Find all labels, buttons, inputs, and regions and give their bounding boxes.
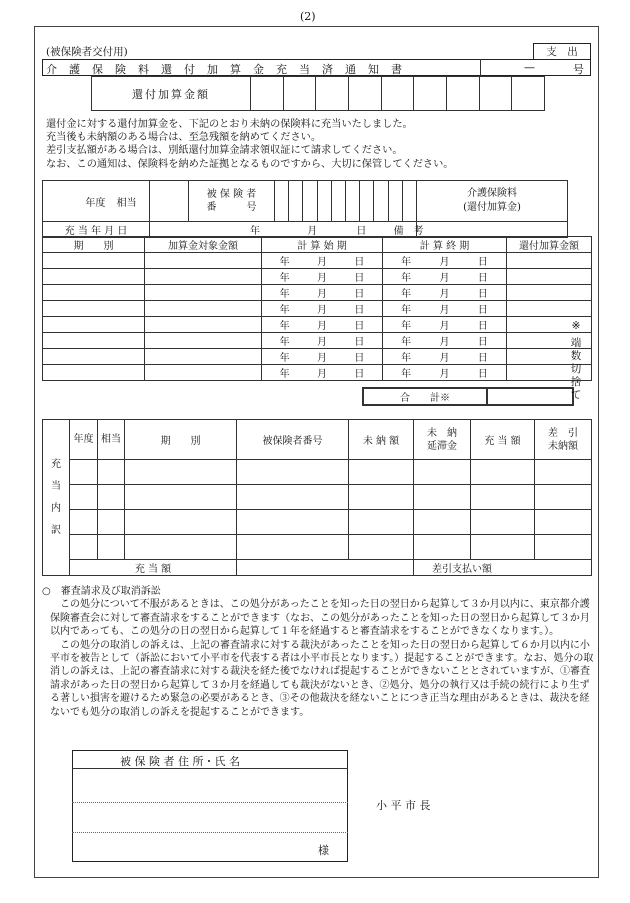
date-part: 月	[439, 305, 450, 316]
number-dash: —	[524, 61, 535, 74]
bd-cell	[414, 535, 471, 560]
detail-cell	[507, 253, 592, 269]
detail-cell	[145, 285, 262, 301]
bd-col-header: 差 引 未納額	[535, 420, 592, 460]
bd-cell	[125, 485, 237, 510]
date-part: 月	[316, 337, 327, 348]
breakdown-side-char: 内	[51, 502, 61, 514]
title-divider	[480, 59, 481, 76]
date-part: 年	[401, 353, 412, 364]
address-dotted-1	[72, 802, 348, 803]
copy-label: (被保険者交付用)	[46, 46, 128, 58]
detail-row	[43, 365, 592, 381]
insured-no-digit	[388, 181, 402, 222]
detail-row	[43, 285, 592, 301]
date-part: 月	[439, 273, 450, 284]
mayor-label: 小 平 市 長	[376, 799, 431, 812]
insured-no-digit	[360, 181, 374, 222]
date-part: 月	[316, 289, 327, 300]
date-part: 月	[439, 337, 450, 348]
date-part: 日	[354, 289, 365, 300]
date-part: 月	[316, 273, 327, 284]
bd-col-header: 充 当 額	[471, 420, 535, 460]
bd-cell	[237, 485, 349, 510]
date-part: 日	[477, 289, 488, 300]
date-part: 月	[439, 289, 450, 300]
bd-cell	[535, 510, 592, 535]
payment-label: 支 出	[546, 46, 578, 58]
insured-no-digit	[275, 181, 289, 222]
bd-cell	[414, 510, 471, 535]
bd-cell	[125, 460, 237, 485]
date-part: 日	[354, 273, 365, 284]
date-day: 日	[356, 226, 367, 237]
date-part: 日	[477, 321, 488, 332]
bd-cell	[471, 460, 535, 485]
bd-cell	[414, 460, 471, 485]
detail-cell	[145, 317, 262, 333]
bd-cell	[98, 510, 125, 535]
bd-col-header: 未 納 延滞金	[414, 420, 471, 460]
date-part: 年	[279, 353, 290, 364]
detail-cell	[145, 301, 262, 317]
total-label: 合 計※	[363, 388, 487, 405]
bd-cell	[535, 485, 592, 510]
detail-cell	[262, 301, 383, 317]
date-part: 年	[401, 337, 412, 348]
date-part: 日	[354, 305, 365, 316]
col-header: 計 算 始 期	[262, 237, 383, 253]
breakdown-table	[42, 419, 592, 576]
insured-no-digit	[345, 181, 359, 222]
bd-cell	[70, 535, 98, 560]
detail-cell	[262, 269, 383, 285]
detail-row	[43, 333, 592, 349]
address-dotted-2	[72, 832, 348, 833]
detail-row	[43, 269, 592, 285]
date-part: 月	[316, 305, 327, 316]
detail-row	[43, 301, 592, 317]
appeal-paragraph: この処分について不服があるときは、この処分があったことを知った日の翌日から起算して３か月以内に、東京都介護保険審査会に対して審査請求をすることができます（なお、この処分があったことを知った日の翌日から起算して３か月以内であっても、この処分の日の翌日から起算して１年を経過すると審査請求をすることができなくなります。）。	[50, 599, 590, 638]
date-part: 月	[316, 353, 327, 364]
insured-no-digit	[374, 181, 388, 222]
notice-title: 介 護 保 険 料 還 付 加 算 金 充 当 済 通 知 書	[46, 63, 403, 76]
detail-row	[43, 253, 592, 269]
total-value	[487, 388, 573, 405]
bd-footer-diff: 差引支払い額	[414, 560, 592, 576]
notice-line: なお、この通知は、保険料を納めた証拠となるものですから、大切に保管してください。	[46, 158, 454, 170]
bd-cell	[535, 535, 592, 560]
detail-cell	[507, 285, 592, 301]
address-title: 被 保 険 者 住 所・氏 名	[120, 755, 240, 768]
bd-cell	[98, 535, 125, 560]
detail-cell	[262, 317, 383, 333]
premium-label: 介護保険料	[467, 188, 517, 199]
appeal-title: ○ 審査請求及び取消訴訟	[42, 586, 161, 597]
amount-digit	[479, 77, 512, 111]
bd-cell	[70, 460, 98, 485]
nendo-label: 年度	[85, 197, 106, 209]
notice-line: 充当後も未納額のある場合は、至急残額を納めてください。	[46, 132, 322, 144]
bd-cell	[237, 510, 349, 535]
amount-digit	[414, 77, 447, 111]
insured-no-digit	[331, 181, 345, 222]
appeal-section	[42, 585, 597, 719]
side-note-char: て	[570, 389, 582, 401]
amount-digit	[251, 77, 284, 111]
detail-cell	[43, 349, 145, 365]
bd-cell	[70, 510, 98, 535]
side-note-char: 切	[570, 363, 582, 375]
detail-cell	[383, 365, 507, 381]
detail-cell	[43, 301, 145, 317]
bd-col-header: 期 別	[125, 420, 237, 460]
premium-label-2: (還付加算金)	[463, 202, 521, 213]
bd-col-header: 被保険者番号	[237, 420, 349, 460]
insured-no-digit	[402, 181, 416, 222]
detail-cell	[43, 253, 145, 269]
amount-digit	[512, 77, 545, 111]
remarks-label: 備 考	[393, 226, 424, 237]
bd-cell	[237, 535, 349, 560]
bd-cell	[535, 460, 592, 485]
date-part: 年	[401, 305, 412, 316]
date-part: 年	[401, 289, 412, 300]
date-part: 日	[477, 273, 488, 284]
date-part: 月	[439, 321, 450, 332]
date-part: 日	[477, 337, 488, 348]
amount-digit	[381, 77, 414, 111]
bd-footer-jutou: 充 当 額	[70, 560, 237, 576]
date-part: 年	[279, 321, 290, 332]
date-part: 年	[401, 273, 412, 284]
date-part: 日	[354, 369, 365, 380]
detail-cell	[145, 253, 262, 269]
jutou-date-label: 充 当 年 月 日	[43, 222, 150, 238]
breakdown-side-char: 訳	[51, 524, 61, 536]
detail-cell	[383, 349, 507, 365]
bd-col-header: 年度	[70, 420, 98, 460]
detail-row	[43, 349, 592, 365]
detail-row	[43, 317, 592, 333]
insured-no-digit	[317, 181, 331, 222]
detail-cell	[43, 365, 145, 381]
date-month: 月	[307, 226, 318, 237]
detail-cell	[383, 253, 507, 269]
detail-cell	[262, 253, 383, 269]
bd-cell	[98, 460, 125, 485]
date-part: 年	[279, 289, 290, 300]
date-part: 年	[279, 305, 290, 316]
bd-cell	[471, 535, 535, 560]
bd-cell	[414, 485, 471, 510]
amount-digit	[283, 77, 316, 111]
detail-cell	[43, 285, 145, 301]
bd-cell	[125, 510, 237, 535]
col-header: 還付加算金額	[507, 237, 592, 253]
amount-digit	[446, 77, 479, 111]
detail-cell	[383, 285, 507, 301]
bd-cell	[237, 460, 349, 485]
side-note	[569, 320, 583, 402]
detail-cell	[145, 349, 262, 365]
date-part: 年	[279, 257, 290, 268]
notice-line: 還付金に対する還付加算金を、下記のとおり未納の保険料に充当いたしました。	[46, 119, 413, 130]
detail-cell	[507, 269, 592, 285]
detail-cell	[145, 269, 262, 285]
detail-cell	[507, 301, 592, 317]
date-part: 月	[316, 369, 327, 380]
date-part: 月	[439, 353, 450, 364]
date-part: 日	[477, 353, 488, 364]
detail-cell	[383, 269, 507, 285]
side-note-char: 端	[570, 337, 582, 349]
bd-col-header: 相当	[98, 420, 125, 460]
col-header: 加算金対象金額	[145, 237, 262, 253]
bd-cell	[471, 510, 535, 535]
sotou-label: 相当	[116, 197, 137, 209]
col-header: 期 別	[43, 237, 145, 253]
detail-cell	[262, 285, 383, 301]
bd-cell	[349, 535, 414, 560]
detail-cell	[145, 333, 262, 349]
detail-cell	[262, 365, 383, 381]
insured-no-label: 被 保 険 者	[206, 189, 257, 200]
amount-digit	[316, 77, 349, 111]
date-year: 年	[250, 226, 260, 237]
address-sama: 様	[318, 844, 329, 857]
bd-cell	[349, 485, 414, 510]
appeal-paragraph: この処分の取消しの訴えは、上記の審査請求に対する裁決があったことを知った日の翌日から起算して６か月以内に小平市を被告として（訴訟において小平市を代表する者は小平市長となります。）提起することができます。なお、処分の取消しの訴えは、上記の審査請求に対する裁決を経た後でなければ提起することができないこととされていますが、①審査請求があった日の翌日から起算して３か月を経過しても裁決がないとき、②処分、処分の執行又は手続の続行により生ずる著しい損害を避けるため緊急の必要があるとき、③その他裁決を経ないことにつき正当な理由があるときは、裁決を経ないでも処分の取消しの訴えを提起することができます。	[50, 639, 594, 718]
side-note-mark: ※	[571, 320, 581, 332]
bd-cell	[349, 510, 414, 535]
detail-cell	[383, 317, 507, 333]
date-part: 月	[439, 369, 450, 380]
bd-cell	[125, 535, 237, 560]
date-part: 月	[439, 257, 450, 268]
date-part: 日	[354, 321, 365, 332]
date-part: 年	[401, 321, 412, 332]
date-part: 年	[279, 369, 290, 380]
breakdown-side-char: 充	[51, 458, 61, 470]
detail-cell	[383, 333, 507, 349]
detail-cell	[145, 365, 262, 381]
blank-cell	[150, 181, 189, 222]
insured-no-digit	[289, 181, 303, 222]
date-part: 月	[316, 257, 327, 268]
date-part: 年	[401, 257, 412, 268]
breakdown-side-char: 当	[51, 480, 61, 492]
notice-line: 差引支払額がある場合は、別紙還付加算金請求領収証にて請求してください。	[46, 145, 403, 157]
detail-cell	[383, 301, 507, 317]
date-part: 日	[477, 369, 488, 380]
date-part: 日	[354, 257, 365, 268]
page-number: (2)	[300, 10, 316, 23]
detail-cell	[43, 317, 145, 333]
detail-table	[42, 236, 592, 381]
side-note-char: 捨	[570, 376, 582, 388]
insured-no-label-2: 番 号	[206, 202, 257, 213]
insured-no-digit	[303, 181, 317, 222]
date-part: 月	[316, 321, 327, 332]
notice-text	[46, 118, 596, 171]
amount-table	[91, 76, 545, 111]
date-part: 日	[477, 257, 488, 268]
bd-col-header: 未 納 額	[349, 420, 414, 460]
header-table	[42, 180, 568, 238]
detail-cell	[262, 333, 383, 349]
amount-label: 還付加算金額	[92, 77, 251, 111]
payment-box	[533, 43, 591, 60]
number-suffix: 号	[573, 63, 584, 76]
bd-cell	[349, 460, 414, 485]
total-table	[362, 387, 574, 406]
bd-cell	[98, 485, 125, 510]
date-part: 年	[279, 337, 290, 348]
bd-footer-jutou-value	[237, 560, 414, 576]
detail-cell	[43, 269, 145, 285]
amount-digit	[348, 77, 381, 111]
detail-cell	[262, 349, 383, 365]
date-part: 年	[279, 273, 290, 284]
date-part: 日	[477, 305, 488, 316]
date-part: 日	[354, 337, 365, 348]
date-part: 日	[354, 353, 365, 364]
detail-cell	[43, 333, 145, 349]
bd-cell	[70, 485, 98, 510]
side-note-char: 数	[570, 350, 582, 362]
date-part: 年	[401, 369, 412, 380]
bd-cell	[471, 485, 535, 510]
col-header: 計 算 終 期	[383, 237, 507, 253]
